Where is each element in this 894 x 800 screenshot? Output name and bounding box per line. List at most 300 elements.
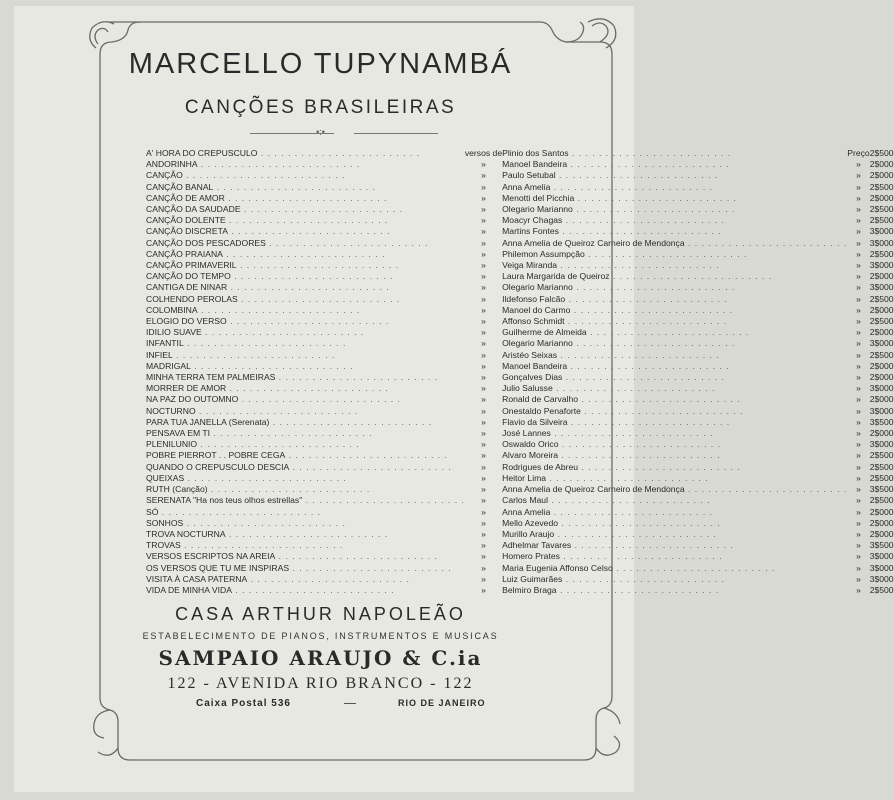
song-author: Heitor Lima . . . . . . . . . . . . . . . . . . . . . . . . bbox=[502, 472, 709, 483]
leader-dots: . . . . . . . . . . . . . . . . . . . . . . . . bbox=[210, 428, 373, 439]
price-label: » bbox=[856, 316, 861, 327]
leader-dots: . . . . . . . . . . . . . . . . . . . . . . . . bbox=[547, 495, 711, 506]
song-price: 2$500 bbox=[869, 181, 894, 192]
song-price: 2$500 bbox=[869, 584, 894, 595]
price-label: » bbox=[856, 416, 861, 427]
price-label: » bbox=[856, 215, 861, 226]
leader-dots: . . . . . . . . . . . . . . . . . . . . . . . . bbox=[257, 148, 421, 158]
leader-dots: . . . . . . . . . . . . . . . . . . . . . . . . bbox=[558, 439, 722, 450]
song-author: Manoel do Carmo . . . . . . . . . . . . . . . . . . . . . . . . bbox=[502, 304, 734, 315]
song-author: Paulo Setubal . . . . . . . . . . . . . . . . . . . . . . . . bbox=[502, 170, 719, 181]
price-label: » bbox=[856, 573, 861, 584]
song-price: 2$500 bbox=[869, 472, 894, 483]
song-price: 3$000 bbox=[869, 439, 894, 450]
song-author: Rodrigues de Abreu . . . . . . . . . . . . . . . . . . . . . . . . bbox=[502, 461, 741, 472]
publisher-establishment: ESTABELECIMENTO DE PIANOS, INSTRUMENTOS E MUSICAS bbox=[142, 631, 499, 641]
catalog-row bbox=[146, 383, 894, 394]
song-author: José Lannes . . . . . . . . . . . . . . . . . . . . . . . . bbox=[502, 428, 714, 439]
song-title: MORRER DE AMOR . . . . . . . . . . . . . . . . . . . . . . . . bbox=[146, 383, 389, 394]
author-mark: » bbox=[481, 472, 486, 483]
song-title: QUEIXAS . . . . . . . . . . . . . . . . . . . . . . . . bbox=[146, 472, 347, 483]
price-label: » bbox=[856, 248, 861, 259]
catalog-row bbox=[146, 450, 894, 461]
song-author: Moacyr Chagas . . . . . . . . . . . . . . . . . . . . . . . . bbox=[502, 215, 725, 226]
song-price: 2$500 bbox=[869, 461, 894, 472]
price-label: » bbox=[856, 360, 861, 371]
price-label: » bbox=[856, 450, 861, 461]
leader-dots: . . . . . . . . . . . . . . . . . . . . . . . . bbox=[158, 506, 322, 517]
price-label: » bbox=[856, 181, 861, 192]
leader-dots: . . . . . . . . . . . . . . . . . . . . . . . . bbox=[578, 461, 741, 472]
leader-dots: . . . . . . . . . . . . . . . . . . . . . . . . bbox=[247, 573, 410, 584]
leader-dots: . . . . . . . . . . . . . . . . . . . . . . . . bbox=[562, 215, 725, 226]
catalog-row bbox=[146, 495, 894, 506]
composer-name: MARCELLO TUPYNAMBÁ bbox=[128, 48, 513, 80]
author-mark: » bbox=[481, 215, 486, 226]
price-label: » bbox=[856, 540, 861, 551]
price-label: » bbox=[856, 394, 861, 405]
catalog-row bbox=[146, 350, 894, 361]
song-author: Julio Salusse . . . . . . . . . . . . . . . . . . . . . . . . bbox=[502, 383, 716, 394]
song-title: CANÇÃO DA SAUDADE . . . . . . . . . . . . . . . . . . . . . . . . bbox=[146, 204, 404, 215]
song-title: PLENILUNIO . . . . . . . . . . . . . . . . . . . . . . . . bbox=[146, 439, 360, 450]
leader-dots: . . . . . . . . . . . . . . . . . . . . . . . . bbox=[183, 338, 347, 349]
price-label: » bbox=[856, 349, 861, 360]
song-title: CANÇÃO PRAIANA . . . . . . . . . . . . . . . . . . . . . . . . bbox=[146, 248, 386, 259]
song-title: INFIEL . . . . . . . . . . . . . . . . . . . . . . . . bbox=[146, 349, 336, 360]
publisher-firm: SAMPAIO ARAUJO & C.ia bbox=[158, 646, 483, 670]
song-author: Ildefonso Falcão . . . . . . . . . . . . . . . . . . . . . . . . bbox=[502, 293, 728, 304]
author-mark: » bbox=[481, 484, 486, 495]
catalog-row bbox=[146, 193, 894, 204]
author-mark: » bbox=[481, 360, 486, 371]
song-price: 2$000 bbox=[869, 327, 894, 338]
leader-dots: . . . . . . . . . . . . . . . . . . . . . . . . bbox=[578, 394, 741, 405]
collection-title: CANÇÕES BRASILEIRAS bbox=[184, 97, 457, 118]
song-price: 3$000 bbox=[869, 338, 894, 349]
leader-dots: . . . . . . . . . . . . . . . . . . . . . . . . bbox=[684, 237, 848, 248]
song-title: CANÇÃO . . . . . . . . . . . . . . . . . . . . . . . . bbox=[146, 170, 346, 181]
leader-dots: . . . . . . . . . . . . . . . . . . . . . . . . bbox=[207, 484, 371, 495]
author-mark: » bbox=[481, 584, 486, 595]
song-price: 2$500 bbox=[869, 215, 894, 226]
song-author: Martins Fontes . . . . . . . . . . . . . . . . . . . . . . . . bbox=[502, 226, 722, 237]
song-title: CANÇÃO DE AMOR . . . . . . . . . . . . . . . . . . . . . . . . bbox=[146, 192, 388, 203]
leader-dots: . . . . . . . . . . . . . . . . . . . . . . . . bbox=[562, 573, 725, 584]
leader-dots: . . . . . . . . . . . . . . . . . . . . . . . . bbox=[557, 260, 720, 271]
leader-dots: . . . . . . . . . . . . . . . . . . . . . . . . bbox=[552, 383, 716, 394]
catalog-row bbox=[146, 473, 894, 484]
publisher-city: RIO DE JANEIRO bbox=[398, 698, 486, 708]
song-price: 2$000 bbox=[869, 304, 894, 315]
leader-dots: . . . . . . . . . . . . . . . . . . . . . . . . bbox=[197, 439, 360, 450]
song-title: OS VERSOS QUE TU ME INSPIRAS . . . . . . . . . . . . . . . . . . . . . . . . bbox=[146, 562, 452, 573]
song-price: 3$000 bbox=[869, 573, 894, 584]
song-title: VIDA DE MINHA VIDA . . . . . . . . . . . . . . . . . . . . . . . . bbox=[146, 584, 395, 595]
song-author: Adhelmar Tavares . . . . . . . . . . . . . . . . . . . . . . . . bbox=[502, 540, 734, 551]
leader-dots: . . . . . . . . . . . . . . . . . . . . . . . . bbox=[195, 405, 359, 416]
leader-dots: . . . . . . . . . . . . . . . . . . . . . . . . bbox=[285, 450, 448, 461]
catalog-row bbox=[146, 585, 894, 596]
song-title: CANÇÃO DOLENTE . . . . . . . . . . . . . . . . . . . . . . . . bbox=[146, 215, 389, 226]
song-author: Homero Prates . . . . . . . . . . . . . . . . . . . . . . . . bbox=[502, 551, 723, 562]
leader-dots: . . . . . . . . . . . . . . . . . . . . . . . . bbox=[567, 416, 731, 427]
catalog-row bbox=[146, 338, 894, 349]
author-mark: » bbox=[481, 282, 486, 293]
song-title: SONHOS . . . . . . . . . . . . . . . . . . . . . . . . bbox=[146, 517, 346, 528]
author-mark: » bbox=[481, 540, 486, 551]
catalog-row bbox=[146, 406, 894, 417]
song-title: RUTH (Canção) . . . . . . . . . . . . . . . . . . . . . . . . bbox=[146, 484, 371, 495]
song-author: Carlos Maul . . . . . . . . . . . . . . . . . . . . . . . . bbox=[502, 495, 711, 506]
price-label: » bbox=[856, 282, 861, 293]
price-label: » bbox=[856, 528, 861, 539]
catalog-row bbox=[146, 294, 894, 305]
author-mark: » bbox=[481, 237, 486, 248]
leader-dots: . . . . . . . . . . . . . . . . . . . . . . . . bbox=[567, 159, 730, 170]
catalog-row bbox=[146, 282, 894, 293]
author-mark: » bbox=[481, 327, 486, 338]
author-mark: » bbox=[481, 338, 486, 349]
author-mark: » bbox=[481, 181, 486, 192]
song-author: Anna Amelia . . . . . . . . . . . . . . . . . . . . . . . . bbox=[502, 181, 713, 192]
leader-dots: . . . . . . . . . . . . . . . . . . . . . . . . bbox=[557, 349, 720, 360]
leader-dots: . . . . . . . . . . . . . . . . . . . . . . . . bbox=[586, 327, 750, 338]
author-mark: » bbox=[481, 293, 486, 304]
song-title: VERSOS ESCRIPTOS NA AREIA . . . . . . . . . . . . . . . . . . . . . . . . bbox=[146, 551, 438, 562]
leader-dots: . . . . . . . . . . . . . . . . . . . . . . . . bbox=[231, 584, 395, 595]
song-author: Anna Amelia de Queiroz Carneiro de Mendonça . . . . . . . . . . . . . . . . . . . . . . . . bbox=[502, 237, 848, 248]
leader-dots: . . . . . . . . . . . . . . . . . . . . . . . . bbox=[190, 360, 354, 371]
leader-dots: . . . . . . . . . . . . . . . . . . . . . . . . bbox=[237, 293, 401, 304]
leader-dots: . . . . . . . . . . . . . . . . . . . . . . . . bbox=[574, 192, 737, 203]
song-price: 2$500 bbox=[869, 204, 894, 215]
leader-dots: . . . . . . . . . . . . . . . . . . . . . . . . bbox=[225, 215, 389, 226]
author-mark: » bbox=[481, 226, 486, 237]
author-mark: » bbox=[481, 204, 486, 215]
price-label: » bbox=[856, 170, 861, 181]
song-author: Olegario Marianno . . . . . . . . . . . . . . . . . . . . . . . . bbox=[502, 338, 736, 349]
author-mark: » bbox=[481, 394, 486, 405]
leader-dots: . . . . . . . . . . . . . . . . . . . . . . . . bbox=[562, 372, 725, 383]
author-mark: » bbox=[481, 260, 486, 271]
price-label: » bbox=[856, 551, 861, 562]
song-price: 3$000 bbox=[869, 551, 894, 562]
song-price: 2$000 bbox=[869, 271, 894, 282]
leader-dots: . . . . . . . . . . . . . . . . . . . . . . . . bbox=[559, 551, 723, 562]
price-label: » bbox=[856, 461, 861, 472]
catalog-row bbox=[146, 428, 894, 439]
song-author: Ronald de Carvalho . . . . . . . . . . . . . . . . . . . . . . . . bbox=[502, 394, 741, 405]
song-price: 2$500 bbox=[869, 316, 894, 327]
price-label: » bbox=[856, 237, 861, 248]
leader-dots: . . . . . . . . . . . . . . . . . . . . . . . . bbox=[197, 159, 361, 170]
catalog-row bbox=[146, 372, 894, 383]
price-label: » bbox=[856, 428, 861, 439]
leader-dots: . . . . . . . . . . . . . . . . . . . . . . . . bbox=[230, 271, 394, 282]
price-label: » bbox=[856, 192, 861, 203]
leader-dots: . . . . . . . . . . . . . . . . . . . . . . . . bbox=[684, 484, 848, 495]
leader-dots: . . . . . . . . . . . . . . . . . . . . . . . . bbox=[580, 405, 744, 416]
song-author: Gonçalves Dias . . . . . . . . . . . . . . . . . . . . . . . . bbox=[502, 372, 725, 383]
song-price: 2$000 bbox=[869, 192, 894, 203]
price-label: » bbox=[856, 405, 861, 416]
song-title: ELOGIO DO VERSO . . . . . . . . . . . . . . . . . . . . . . . . bbox=[146, 316, 390, 327]
leader-dots: . . . . . . . . . . . . . . . . . . . . . . . . bbox=[584, 248, 748, 259]
catalog-row bbox=[146, 540, 894, 551]
song-price: 2$500 bbox=[869, 349, 894, 360]
leader-dots: . . . . . . . . . . . . . . . . . . . . . . . . bbox=[238, 394, 401, 405]
leader-dots: . . . . . . . . . . . . . . . . . . . . . . . . bbox=[184, 472, 347, 483]
song-author: Plinio dos Santos . . . . . . . . . . . . . . . . . . . . . . . . bbox=[502, 148, 732, 158]
leader-dots: . . . . . . . . . . . . . . . . . . . . . . . . bbox=[546, 472, 709, 483]
leader-dots: . . . . . . . . . . . . . . . . . . . . . . . . bbox=[550, 428, 714, 439]
leader-dots: . . . . . . . . . . . . . . . . . . . . . . . . bbox=[222, 248, 386, 259]
song-price: 2$500 bbox=[869, 450, 894, 461]
song-title: CANÇÃO PRIMAVERIL . . . . . . . . . . . . . . . . . . . . . . . . bbox=[146, 260, 400, 271]
song-price: 2$000 bbox=[869, 506, 894, 517]
price-label: » bbox=[856, 439, 861, 450]
song-title: PARA TUA JANELLA (Serenata) . . . . . . . . . . . . . . . . . . . . . . . . bbox=[146, 416, 433, 427]
leader-dots: . . . . . . . . . . . . . . . . . . . . . . . . bbox=[225, 528, 389, 539]
song-price: 2$500 bbox=[869, 495, 894, 506]
leader-dots: . . . . . . . . . . . . . . . . . . . . . . . . bbox=[558, 450, 721, 461]
leader-dots: . . . . . . . . . . . . . . . . . . . . . . . . bbox=[567, 360, 730, 371]
author-mark: » bbox=[481, 450, 486, 461]
author-mark: » bbox=[481, 271, 486, 282]
author-mark: » bbox=[481, 428, 486, 439]
song-title: TROVAS . . . . . . . . . . . . . . . . . . . . . . . . bbox=[146, 540, 344, 551]
song-title: TROVA NOCTURNA . . . . . . . . . . . . . . . . . . . . . . . . bbox=[146, 528, 389, 539]
song-title: VISITA À CASA PATERNA . . . . . . . . . . . . . . . . . . . . . . . . bbox=[146, 573, 410, 584]
song-title: CANTIGA DE NINAR . . . . . . . . . . . . . . . . . . . . . . . . bbox=[146, 282, 390, 293]
price-label: Preço bbox=[847, 148, 870, 158]
leader-dots: . . . . . . . . . . . . . . . . . . . . . . . . bbox=[550, 506, 713, 517]
song-author: Laura Margarida de Queiroz . . . . . . . . . . . . . . . . . . . . . . . . bbox=[502, 271, 773, 282]
song-title: SERENATA "Ha nos teus olhos estrellas" . . . . . . . . . . . . . . . . . . . . . . . . bbox=[146, 495, 465, 506]
song-author: Olegario Marianno . . . . . . . . . . . . . . . . . . . . . . . . bbox=[502, 204, 736, 215]
author-mark: » bbox=[481, 304, 486, 315]
author-mark: » bbox=[481, 170, 486, 181]
song-title: POBRE PIERROT . . POBRE CEGA . . . . . . . . . . . . . . . . . . . . . . . . bbox=[146, 450, 448, 461]
leader-dots: . . . . . . . . . . . . . . . . . . . . . . . . bbox=[289, 562, 452, 573]
song-title: CANÇÃO DOS PESCADORES . . . . . . . . . . . . . . . . . . . . . . . . bbox=[146, 237, 429, 248]
leader-dots: . . . . . . . . . . . . . . . . . . . . . . . . bbox=[572, 282, 736, 293]
song-price: 2$500 bbox=[869, 293, 894, 304]
author-mark: versos de bbox=[464, 148, 503, 158]
price-label: » bbox=[856, 226, 861, 237]
price-label: » bbox=[856, 159, 861, 170]
song-author: Menotti del Picchia . . . . . . . . . . . . . . . . . . . . . . . . bbox=[502, 192, 737, 203]
song-price: 2$000 bbox=[869, 528, 894, 539]
catalog-row bbox=[146, 574, 894, 585]
leader-dots: . . . . . . . . . . . . . . . . . . . . . . . . bbox=[302, 495, 465, 506]
leader-dots: . . . . . . . . . . . . . . . . . . . . . . . . bbox=[555, 170, 719, 181]
catalog-row bbox=[146, 327, 894, 338]
leader-dots: . . . . . . . . . . . . . . . . . . . . . . . . bbox=[201, 327, 365, 338]
song-price: 2$000 bbox=[869, 159, 894, 170]
leader-dots: . . . . . . . . . . . . . . . . . . . . . . . . bbox=[182, 170, 346, 181]
song-title: MADRIGAL . . . . . . . . . . . . . . . . . . . . . . . . bbox=[146, 360, 354, 371]
song-price: 2$000 bbox=[869, 428, 894, 439]
song-price: 2$000 bbox=[869, 170, 894, 181]
publisher-house: CASA ARTHUR NAPOLEÃO bbox=[175, 604, 466, 624]
leader-dots: . . . . . . . . . . . . . . . . . . . . . . . . bbox=[570, 304, 734, 315]
catalog-row bbox=[146, 417, 894, 428]
catalog-row bbox=[146, 249, 894, 260]
catalog-row bbox=[146, 260, 894, 271]
song-price: 3$000 bbox=[869, 260, 894, 271]
price-label: » bbox=[856, 372, 861, 383]
catalog-row bbox=[146, 215, 894, 226]
catalog-row bbox=[146, 226, 894, 237]
song-author: Guilherme de Almeida . . . . . . . . . . . . . . . . . . . . . . . . bbox=[502, 327, 750, 338]
price-label: » bbox=[856, 495, 861, 506]
leader-dots: . . . . . . . . . . . . . . . . . . . . . . . . bbox=[213, 181, 376, 192]
author-mark: » bbox=[481, 461, 486, 472]
author-mark: » bbox=[481, 349, 486, 360]
song-price: 2$000 bbox=[869, 517, 894, 528]
ornament-glyph: •:• bbox=[316, 127, 325, 137]
song-title: COLHENDO PEROLAS . . . . . . . . . . . . . . . . . . . . . . . . bbox=[146, 293, 401, 304]
author-mark: » bbox=[481, 506, 486, 517]
song-author: Aristéo Seixas . . . . . . . . . . . . . . . . . . . . . . . . bbox=[502, 349, 720, 360]
price-label: » bbox=[856, 584, 861, 595]
leader-dots: . . . . . . . . . . . . . . . . . . . . . . . . bbox=[269, 416, 433, 427]
song-author: Philemon Assumpção . . . . . . . . . . . . . . . . . . . . . . . . bbox=[502, 248, 748, 259]
song-catalog bbox=[146, 148, 894, 596]
catalog-row bbox=[146, 551, 894, 562]
song-title: CANÇÃO BANAL . . . . . . . . . . . . . . . . . . . . . . . . bbox=[146, 181, 376, 192]
song-title: CANÇÃO DO TEMPO . . . . . . . . . . . . . . . . . . . . . . . . bbox=[146, 271, 394, 282]
song-price: 3$500 bbox=[869, 540, 894, 551]
song-price: 3$000 bbox=[869, 237, 894, 248]
leader-dots: . . . . . . . . . . . . . . . . . . . . . . . . bbox=[226, 383, 389, 394]
footer-dash bbox=[344, 703, 356, 704]
catalog-row bbox=[146, 563, 894, 574]
leader-dots: . . . . . . . . . . . . . . . . . . . . . . . . bbox=[568, 148, 732, 158]
price-label: » bbox=[856, 327, 861, 338]
catalog-row bbox=[146, 529, 894, 540]
leader-dots: . . . . . . . . . . . . . . . . . . . . . . . . bbox=[275, 372, 439, 383]
song-title: NOCTURNO . . . . . . . . . . . . . . . . . . . . . . . . bbox=[146, 405, 359, 416]
song-title: PENSAVA EM TI . . . . . . . . . . . . . . . . . . . . . . . . bbox=[146, 428, 373, 439]
leader-dots: . . . . . . . . . . . . . . . . . . . . . . . . bbox=[612, 562, 776, 573]
song-author: Olegario Marianno . . . . . . . . . . . . . . . . . . . . . . . . bbox=[502, 282, 736, 293]
author-mark: » bbox=[481, 159, 486, 170]
author-mark: » bbox=[481, 316, 486, 327]
price-label: » bbox=[856, 517, 861, 528]
catalog-row bbox=[146, 305, 894, 316]
song-price: 3$000 bbox=[869, 226, 894, 237]
author-mark: » bbox=[481, 192, 486, 203]
leader-dots: . . . . . . . . . . . . . . . . . . . . . . . . bbox=[558, 226, 722, 237]
song-author: Anna Amelia . . . . . . . . . . . . . . . . . . . . . . . . bbox=[502, 506, 713, 517]
leader-dots: . . . . . . . . . . . . . . . . . . . . . . . . bbox=[572, 338, 736, 349]
leader-dots: . . . . . . . . . . . . . . . . . . . . . . . . bbox=[236, 260, 400, 271]
catalog-row bbox=[146, 148, 894, 159]
song-author: Anna Amelia de Queiroz Carneiro de Mendonça . . . . . . . . . . . . . . . . . . . . . . . . bbox=[502, 484, 848, 495]
song-price: 2$000 bbox=[869, 372, 894, 383]
price-label: » bbox=[856, 304, 861, 315]
song-author: Veiga Miranda . . . . . . . . . . . . . . . . . . . . . . . . bbox=[502, 260, 720, 271]
leader-dots: . . . . . . . . . . . . . . . . . . . . . . . . bbox=[180, 540, 344, 551]
catalog-row bbox=[146, 271, 894, 282]
author-mark: » bbox=[481, 551, 486, 562]
catalog-row bbox=[146, 394, 894, 405]
leader-dots: . . . . . . . . . . . . . . . . . . . . . . . . bbox=[275, 551, 438, 562]
song-author: Manoel Bandeira . . . . . . . . . . . . . . . . . . . . . . . . bbox=[502, 360, 730, 371]
author-mark: » bbox=[481, 573, 486, 584]
leader-dots: . . . . . . . . . . . . . . . . . . . . . . . . bbox=[226, 316, 390, 327]
song-title: A' HORA DO CREPUSCULO . . . . . . . . . . . . . . . . . . . . . . . . bbox=[146, 148, 421, 158]
song-price: 3$000 bbox=[869, 405, 894, 416]
song-title: IDILIO SUAVE . . . . . . . . . . . . . . . . . . . . . . . . bbox=[146, 327, 365, 338]
song-title: INFANTIL . . . . . . . . . . . . . . . . . . . . . . . . bbox=[146, 338, 347, 349]
catalog-row bbox=[146, 316, 894, 327]
price-label: » bbox=[856, 271, 861, 282]
song-author: Murillo Araujo . . . . . . . . . . . . . . . . . . . . . . . . bbox=[502, 528, 717, 539]
price-label: » bbox=[856, 293, 861, 304]
song-title: MINHA TERRA TEM PALMEIRAS . . . . . . . . . . . . . . . . . . . . . . . . bbox=[146, 372, 439, 383]
song-price: 3$000 bbox=[869, 383, 894, 394]
song-price: 2$500 bbox=[869, 148, 894, 158]
leader-dots: . . . . . . . . . . . . . . . . . . . . . . . . bbox=[265, 237, 429, 248]
catalog-row bbox=[146, 462, 894, 473]
price-label: » bbox=[856, 562, 861, 573]
leader-dots: . . . . . . . . . . . . . . . . . . . . . . . . bbox=[556, 584, 720, 595]
price-label: » bbox=[856, 260, 861, 271]
price-label: » bbox=[856, 204, 861, 215]
author-mark: » bbox=[481, 248, 486, 259]
catalog-row bbox=[146, 361, 894, 372]
leader-dots: . . . . . . . . . . . . . . . . . . . . . . . . bbox=[609, 271, 773, 282]
leader-dots: . . . . . . . . . . . . . . . . . . . . . . . . bbox=[172, 349, 336, 360]
leader-dots: . . . . . . . . . . . . . . . . . . . . . . . . bbox=[554, 528, 717, 539]
song-title: QUANDO O CREPUSCULO DESCIA . . . . . . . . . . . . . . . . . . . . . . . . bbox=[146, 461, 452, 472]
po-box: Caixa Postal 536 bbox=[196, 698, 291, 709]
song-author: Belmiro Braga . . . . . . . . . . . . . . . . . . . . . . . . bbox=[502, 584, 720, 595]
price-label: » bbox=[856, 383, 861, 394]
song-title: COLOMBINA . . . . . . . . . . . . . . . . . . . . . . . . bbox=[146, 304, 361, 315]
leader-dots: . . . . . . . . . . . . . . . . . . . . . . . . bbox=[565, 293, 728, 304]
catalog-row bbox=[146, 204, 894, 215]
leader-dots: . . . . . . . . . . . . . . . . . . . . . . . . bbox=[227, 226, 391, 237]
catalog-row bbox=[146, 484, 894, 495]
song-author: Manoel Bandeira . . . . . . . . . . . . . . . . . . . . . . . . bbox=[502, 159, 730, 170]
song-price: 2$000 bbox=[869, 360, 894, 371]
leader-dots: . . . . . . . . . . . . . . . . . . . . . . . . bbox=[227, 282, 390, 293]
catalog-row bbox=[146, 238, 894, 249]
author-mark: » bbox=[481, 528, 486, 539]
author-mark: » bbox=[481, 416, 486, 427]
publisher-address: 122 - AVENIDA RIO BRANCO - 122 bbox=[167, 675, 474, 692]
song-title: CANÇÃO DISCRETA . . . . . . . . . . . . . . . . . . . . . . . . bbox=[146, 226, 391, 237]
author-mark: » bbox=[481, 562, 486, 573]
song-price: 3$000 bbox=[869, 282, 894, 293]
leader-dots: . . . . . . . . . . . . . . . . . . . . . . . . bbox=[183, 517, 346, 528]
song-price: 3$000 bbox=[869, 562, 894, 573]
song-author: Maria Eugenia Affonso Celso . . . . . . . . . . . . . . . . . . . . . . . . bbox=[502, 562, 776, 573]
leader-dots: . . . . . . . . . . . . . . . . . . . . . . . . bbox=[240, 204, 404, 215]
song-price: 3$500 bbox=[869, 416, 894, 427]
song-price: 3$500 bbox=[869, 484, 894, 495]
song-title: NA PAZ DO OUTOMNO . . . . . . . . . . . . . . . . . . . . . . . . bbox=[146, 394, 401, 405]
author-mark: » bbox=[481, 405, 486, 416]
price-label: » bbox=[856, 484, 861, 495]
leader-dots: . . . . . . . . . . . . . . . . . . . . . . . . bbox=[571, 540, 734, 551]
song-author: Oswaldo Orico . . . . . . . . . . . . . . . . . . . . . . . . bbox=[502, 439, 722, 450]
